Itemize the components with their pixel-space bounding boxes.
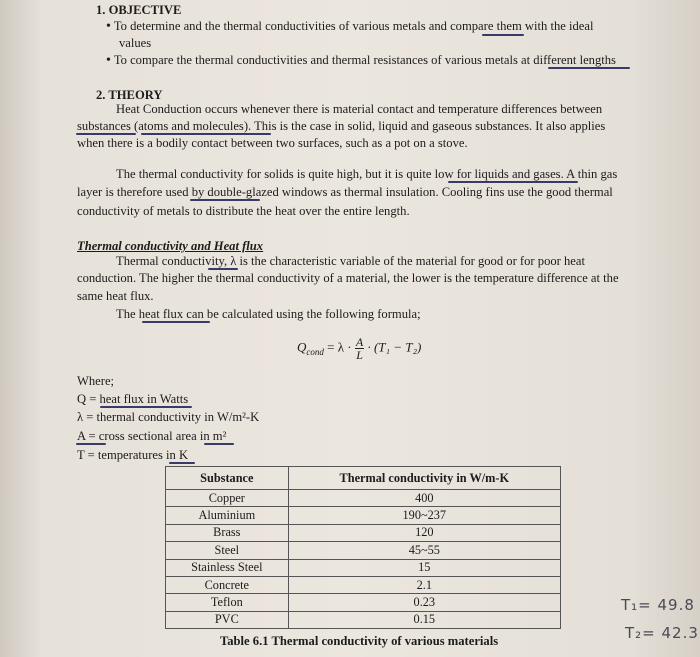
table-row	[166, 611, 561, 628]
table-header-conductivity: Thermal conductivity in W/m-K	[288, 467, 560, 490]
table-row	[166, 559, 561, 576]
objective-bullet-1-cont: values	[119, 36, 152, 50]
where-label: Where;	[77, 374, 115, 388]
bullet-dot-icon: •	[106, 53, 111, 68]
table-header-row	[166, 467, 561, 490]
section-p-line-1: Thermal conductivity, λ is the characteristic variable of the material for good or for poor heat	[116, 254, 585, 268]
pen-underline	[169, 462, 195, 464]
table-cell-substance: Brass	[166, 524, 289, 541]
table-cell-value: 400	[288, 490, 560, 507]
pen-underline	[208, 268, 238, 270]
pen-underline	[141, 133, 271, 135]
table-cell-value: 120	[288, 524, 560, 541]
table-cell-value: 0.15	[288, 611, 560, 628]
table-cell-substance: Stainless Steel	[166, 559, 289, 576]
bullet-dot-icon: •	[106, 19, 111, 34]
table-row	[166, 576, 561, 593]
theory-p2-line-1: The thermal conductivity for solids is quite high, but it is quite low for liquids and gases. A thin gas	[116, 167, 618, 181]
formula-eq: = λ ·	[327, 339, 352, 355]
section-p-line-2: conduction. The higher the thermal conductivity of a material, the lower is the temperature difference at the	[77, 271, 619, 285]
pen-underline	[190, 199, 260, 201]
table-cell-substance: Teflon	[166, 594, 289, 611]
table-cell-substance: Concrete	[166, 576, 289, 593]
table-row	[166, 524, 561, 541]
formula-numerator: A	[355, 335, 364, 349]
theory-p2-line-3: conductivity of metals to distribute the heat over the entire length.	[77, 204, 410, 218]
table-cell-value: 45~55	[288, 542, 560, 559]
table-caption: Table 6.1 Thermal conductivity of various materials	[220, 634, 499, 648]
section-p-line-3: same heat flux.	[77, 289, 154, 303]
pen-underline	[76, 443, 106, 445]
table-cell-substance: Aluminium	[166, 507, 289, 524]
table-cell-value: 0.23	[288, 594, 560, 611]
section-heading: Thermal conductivity and Heat flux	[77, 239, 264, 253]
table-row	[166, 490, 561, 507]
where-item-4: T = temperatures in K	[77, 448, 189, 462]
pen-underline	[142, 321, 210, 323]
formula-fraction	[355, 336, 364, 361]
where-item-1: Q = heat flux in Watts	[77, 392, 189, 406]
heat-flux-formula	[297, 336, 421, 361]
table-cell-substance: Copper	[166, 490, 289, 507]
pen-underline	[204, 443, 234, 445]
table-header-substance: Substance	[166, 467, 289, 490]
pen-underline	[548, 67, 630, 69]
where-item-3: A = cross sectional area in m²	[77, 429, 227, 443]
objective-bullet-2-text: To compare the thermal conductivities and thermal resistances of various metals at different lengths	[113, 53, 616, 67]
table-cell-substance: PVC	[166, 611, 289, 628]
objective-bullet-2	[106, 52, 616, 69]
pen-underline	[76, 133, 136, 135]
handwritten-t2: T₂= 42.3	[625, 624, 699, 642]
pen-underline	[100, 406, 192, 408]
table-row	[166, 542, 561, 559]
handwritten-t1: T₁= 49.8	[621, 596, 695, 614]
theory-p1-line-2: substances (atoms and molecules). This is the case in solid, liquid and gaseous substances. It also applies	[77, 119, 606, 133]
thermal-conductivity-table	[165, 466, 561, 629]
formula-denominator: L	[356, 348, 363, 362]
table-cell-value: 190~237	[288, 507, 560, 524]
objective-bullet-1-text: To determine and the thermal conductivities of various metals and compare them with the ideal	[113, 19, 594, 33]
theory-heading: 2. THEORY	[96, 88, 163, 102]
theory-p1-line-1: Heat Conduction occurs whenever there is material contact and temperature differences between	[116, 102, 603, 116]
table-row	[166, 594, 561, 611]
section-p-line-4: The heat flux can be calculated using the following formula;	[116, 307, 421, 321]
objective-bullet-1	[106, 18, 593, 35]
where-item-2: λ = thermal conductivity in W/m²-K	[77, 410, 260, 424]
formula-rhs: · (T₁ − T₂)	[367, 339, 422, 355]
pen-underline	[482, 34, 524, 36]
pen-underline	[448, 181, 578, 183]
table-cell-value: 2.1	[288, 576, 560, 593]
formula-lhs-sub: cond	[306, 347, 324, 358]
formula-lhs: Q	[297, 339, 307, 355]
theory-p1-line-3: when there is a bodily contact between two surfaces, such as a pot on a stove.	[77, 136, 468, 150]
theory-p2-line-2: layer is therefore used by double-glazed windows as thermal insulation. Cooling fins use the good thermal	[77, 185, 613, 199]
table-cell-value: 15	[288, 559, 560, 576]
table-cell-substance: Steel	[166, 542, 289, 559]
objective-heading: 1. OBJECTIVE	[96, 3, 182, 17]
table-row	[166, 507, 561, 524]
